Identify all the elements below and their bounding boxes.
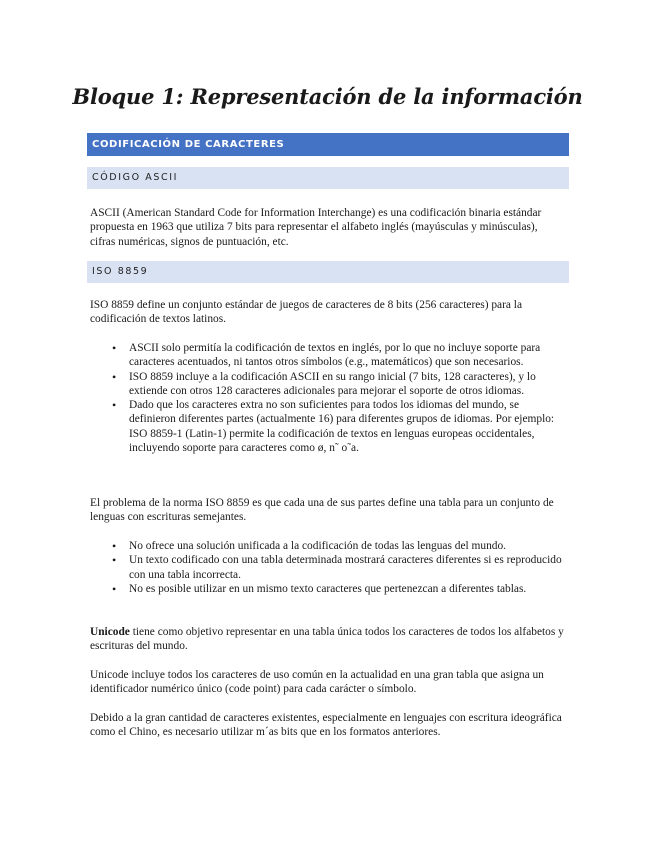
unicode-paragraph-3: Debido a la gran cantidad de caracteres existentes, especialmente en lenguajes con escritura ideográfica como el Chino, es necesario utilizar m´as bits que en los formatos anteriores. bbox=[90, 712, 562, 739]
ascii-paragraph: ASCII (American Standard Code for Information Interchange) es una codificación binaria estándar propuesta en 1963 que utiliza 7 bits para representar el alfabeto inglés (mayúsculas y minúsculas), cifras numéricas, signos de puntuación, etc. bbox=[90, 207, 542, 248]
iso-problem-paragraph: El problema de la norma ISO 8859 es que cada una de sus partes define una tabla para un conjunto de lenguas con escrituras semejantes. bbox=[90, 497, 554, 524]
unicode-intro-paragraph bbox=[90, 625, 565, 654]
iso-bullet-list bbox=[112, 341, 566, 455]
page-title: Bloque 1: Representación de la información bbox=[72, 84, 583, 109]
list-item: • Un texto codificado con una tabla determinada mostrará caracteres diferentes si es reproducido con una tabla incorrecta. bbox=[112, 553, 566, 582]
subsection-heading-ascii: CÓDIGO ASCII bbox=[87, 167, 569, 189]
subsection-heading-iso: ISO 8859 bbox=[87, 261, 569, 283]
iso-problem-list bbox=[112, 539, 566, 596]
unicode-paragraph-2: Unicode incluye todos los caracteres de uso común en la actualidad en una gran tabla que asigna un identificador numérico único (code point) para cada carácter o símbolo. bbox=[90, 669, 544, 696]
unicode-term: Unicode bbox=[90, 626, 130, 638]
list-item: • No ofrece una solución unificada a la codificación de todas las lenguas del mundo. bbox=[112, 539, 566, 553]
list-item: • ASCII solo permitía la codificación de textos en inglés, por lo que no incluye soporte para caracteres acentuados, ni tantos otros símbolos (e.g., matemáticos) que son necesarios. bbox=[112, 341, 566, 370]
section-heading: CODIFICACIÓN DE CARACTERES bbox=[87, 133, 569, 156]
list-item: • Dado que los caracteres extra no son suficientes para todos los idiomas del mundo, se definieron diferentes partes (actualmente 16) para diferentes grupos de idiomas. Por ejemplo: ISO 8859-1 (Latin-1) permite la codificación de textos en lenguas europeas occidentales, incluyendo soporte para caracteres como ø, n˜ o˜a. bbox=[112, 398, 566, 455]
unicode-intro-text: tiene como objetivo representar en una tabla única todos los caracteres de todos los alfabetos y escrituras del mundo. bbox=[90, 626, 564, 653]
iso-paragraph: ISO 8859 define un conjunto estándar de juegos de caracteres de 8 bits (256 caracteres) para la codificación de textos latinos. bbox=[90, 299, 523, 326]
list-item: • ISO 8859 incluye a la codificación ASCII en su rango inicial (7 bits, 128 caracteres), y lo extiende con otros 128 caracteres adicionales para mejorar el soporte de otros idiomas. bbox=[112, 370, 566, 399]
list-item: • No es posible utilizar en un mismo texto caracteres que pertenezcan a diferentes tablas. bbox=[112, 582, 566, 596]
